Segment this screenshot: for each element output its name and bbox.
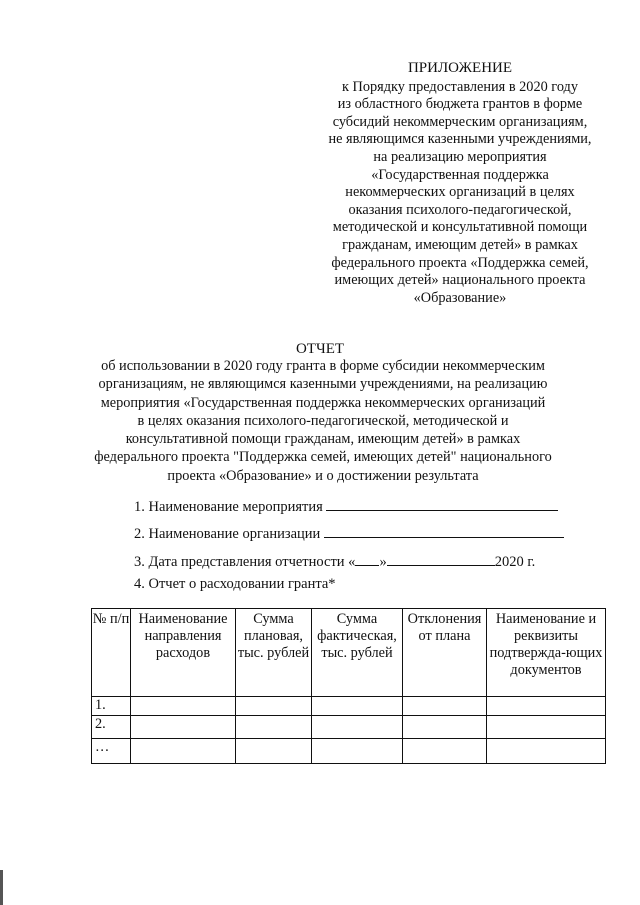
table-cell[interactable] xyxy=(312,697,403,716)
header-direction: Наименование направления расходов xyxy=(131,609,236,697)
appendix-line: из областного бюджета грантов в форме xyxy=(337,96,583,113)
header-deviation: Отклонения от плана xyxy=(403,609,487,697)
table-header-row xyxy=(92,609,606,697)
organization-name-field[interactable] xyxy=(324,523,564,538)
appendix-line: некоммерческих организаций в целях xyxy=(345,184,575,201)
header-number: № п/п xyxy=(92,609,131,697)
appendix-block xyxy=(300,60,620,307)
scan-edge-mark xyxy=(0,870,3,905)
appendix-line: федерального проекта «Поддержка семей, xyxy=(331,254,589,271)
appendix-line: субсидий некоммерческим организациям, xyxy=(332,113,588,130)
table-cell[interactable] xyxy=(131,716,236,739)
report-line: мероприятия «Государственная поддержка некоммерческих организаций xyxy=(100,394,546,411)
header-planned-sum: Сумма плановая, тыс. рублей xyxy=(236,609,312,697)
item-event-name xyxy=(134,496,558,516)
appendix-title: ПРИЛОЖЕНИЕ xyxy=(407,60,513,76)
row-number: … xyxy=(92,739,131,764)
table-cell[interactable] xyxy=(236,739,312,764)
event-name-field[interactable] xyxy=(326,496,558,511)
table-cell[interactable] xyxy=(131,697,236,716)
date-quote-close: » xyxy=(379,554,387,570)
report-line: проекта «Образование» и о достижении результата xyxy=(167,467,479,484)
header-documents: Наименование и реквизиты подтвержда-ющих документов xyxy=(487,609,606,697)
report-line: консультативной помощи гражданам, имеющим детей» в рамках xyxy=(125,431,521,448)
item-date-label: 3. Дата представления отчетности « xyxy=(134,554,356,570)
appendix-line: к Порядку предоставления в 2020 году xyxy=(342,78,578,95)
table-cell[interactable] xyxy=(312,716,403,739)
report-subtitle xyxy=(86,357,560,485)
table-cell[interactable] xyxy=(487,716,606,739)
row-number: 1. xyxy=(92,697,131,716)
date-month-field[interactable] xyxy=(387,551,495,566)
item-grant-report xyxy=(134,576,336,593)
table-cell[interactable] xyxy=(403,697,487,716)
table-row xyxy=(92,697,606,716)
appendix-line: методической и консультативной помощи xyxy=(332,219,588,236)
item-organization-label: 2. Наименование организации xyxy=(134,526,321,542)
item-report-date xyxy=(134,551,535,571)
report-title: ОТЧЕТ xyxy=(295,341,345,357)
table-cell[interactable] xyxy=(236,716,312,739)
expenses-table xyxy=(91,608,606,764)
table-row xyxy=(92,739,606,764)
table-cell[interactable] xyxy=(403,716,487,739)
appendix-line: «Государственная поддержка xyxy=(371,166,549,183)
date-day-field[interactable] xyxy=(355,551,379,566)
table-cell[interactable] xyxy=(487,739,606,764)
appendix-line: гражданам, имеющим детей» в рамках xyxy=(342,236,578,253)
report-line: в целях оказания психолого-педагогической, методической и xyxy=(137,412,509,429)
date-year: 2020 г. xyxy=(494,554,536,570)
table-cell[interactable] xyxy=(403,739,487,764)
appendix-line: имеющих детей» национального проекта xyxy=(334,272,586,289)
row-number: 2. xyxy=(92,716,131,739)
table-cell[interactable] xyxy=(236,697,312,716)
report-line: федерального проекта "Поддержка семей, имеющих детей" национального xyxy=(94,449,552,466)
table-cell[interactable] xyxy=(487,697,606,716)
report-line: об использовании в 2020 году гранта в форме субсидии некоммерческим xyxy=(101,358,545,374)
report-line: организациям, не являющимся казенными учреждениями, на реализацию xyxy=(98,376,548,393)
table-cell[interactable] xyxy=(131,739,236,764)
header-actual-sum: Сумма фактическая, тыс. рублей xyxy=(312,609,403,697)
appendix-line: не являющимся казенными учреждениями, xyxy=(328,131,592,148)
item-grant-report-label: 4. Отчет о расходовании гранта* xyxy=(134,576,336,592)
appendix-line: «Образование» xyxy=(413,289,507,306)
table-row xyxy=(92,716,606,739)
appendix-line: на реализацию мероприятия xyxy=(373,148,547,165)
item-organization-name xyxy=(134,523,564,543)
item-event-label: 1. Наименование мероприятия xyxy=(134,499,323,515)
appendix-line: оказания психолого-педагогической, xyxy=(348,201,572,218)
table-cell[interactable] xyxy=(312,739,403,764)
